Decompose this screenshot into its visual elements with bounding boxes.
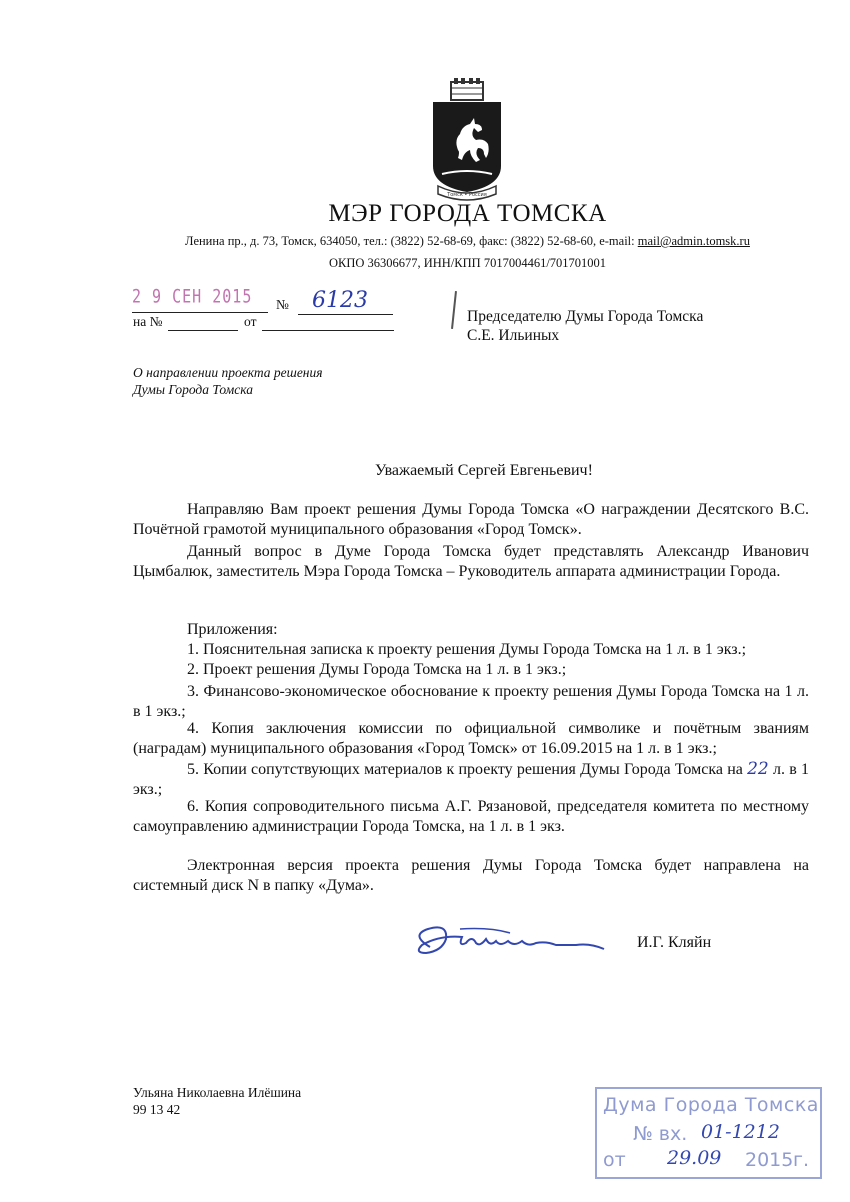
attachment-3 [133, 682, 809, 722]
city-emblem [428, 78, 506, 204]
addressee-name: С.Е. Ильиных [467, 327, 560, 344]
attachment-5-end: л. в 1 экз.; [133, 761, 810, 798]
addressee [467, 307, 703, 345]
incoming-registration-stamp [595, 1087, 822, 1179]
stamp-year: 2015 [745, 1149, 794, 1171]
okpo-line: ОКПО 36306677, ИНН/КПП 7017004461/701701001 [328, 256, 607, 270]
executor-phone: 99 13 42 [133, 1102, 181, 1117]
paragraph-2 [133, 542, 809, 582]
email-link[interactable]: mail@admin.tomsk.ru [637, 234, 750, 248]
handwritten-signature [400, 917, 620, 972]
attachment-6 [133, 797, 809, 837]
paragraph-3 [133, 856, 809, 896]
paragraph-3-text: Электронная версия проекта решения Думы Города Томска будет направлена на системный диск N в папку «Дума». [133, 857, 809, 894]
number-underline [298, 314, 393, 315]
stamp-number-value: 01-1212 [701, 1121, 780, 1143]
attachments-title-text: Приложения: [187, 621, 278, 638]
paragraph-1-text: Направляю Вам проект решения Думы Города Томска «О награждении Десятского В.С. Почётной грамотой муниципального образования «Город Томск». [133, 501, 809, 538]
addressee-position: Председателю Думы Города Томска [467, 308, 704, 325]
attachment-3-text: 3. Финансово-экономическое обоснование к проекту решения Думы Города Томска на 1 л. в 1 экз.; [133, 683, 809, 720]
number-sign: № [276, 297, 289, 312]
greeting: Уважаемый Сергей Евгеньевич! [375, 462, 593, 479]
attachment-4 [133, 719, 809, 759]
letterhead-title: МЭР ГОРОДА ТОМСКА [328, 200, 607, 227]
attachment-2-text: 2. Проект решения Думы Города Томска на 1 л. в 1 экз.; [187, 661, 567, 678]
from-label: от [244, 314, 257, 329]
stamp-year-suffix: г. [793, 1149, 810, 1171]
attachment-1-text: 1. Пояснительная записка к проекту решения Думы Города Томска на 1 л. в 1 экз.; [187, 641, 747, 658]
executor-name: Ульяна Николаевна Илёшина [133, 1085, 302, 1100]
signatory-name: И.Г. Кляйн [637, 934, 712, 951]
attachment-5-pages: 22 [747, 759, 769, 779]
reply-to-label: на № [133, 314, 163, 329]
subject-line-2: Думы Города Томска [133, 382, 253, 397]
stamp-date-label: от [603, 1149, 626, 1171]
attachments-title [133, 620, 809, 640]
reply-to-underline [168, 330, 238, 331]
date-underline [132, 312, 268, 313]
stamp-org: Дума Города Томска [603, 1094, 819, 1116]
attachment-4-text: 4. Копия заключения комиссии по официальной символике и почётным званиям (наградам) муниципального образования «Город Томск» от 16.09.2015 на 1 л. в 1 экз.; [133, 720, 809, 757]
stamp-number-label: № вх. [633, 1123, 688, 1145]
attachment-5 [133, 759, 809, 800]
attachment-6-text: 6. Копия сопроводительного письма А.Г. Рязановой, председателя комитета по местному самоуправлению администрации Города Томска, на 1 л. в 1 экз. [133, 798, 809, 835]
address-text: Ленина пр., д. 73, Томск, 634050, тел.: (3822) 52-68-69, факс: (3822) 52-68-60, e-mail: [185, 234, 635, 248]
registration-date-stamp: 2 9 СЕН 2015 [132, 284, 253, 308]
attachment-1 [133, 640, 809, 660]
paragraph-1 [133, 500, 809, 540]
outgoing-number: 6123 [312, 288, 368, 313]
svg-text:Томск • Россия: Томск • Россия [447, 192, 487, 198]
letterhead-address [0, 234, 850, 249]
letter-subject [133, 364, 323, 398]
attachment-5-text: 5. Копии сопутствующих материалов к проекту решения Думы Города Томска на [187, 761, 743, 778]
stamp-date-value: 29.09 [667, 1147, 722, 1169]
executor [133, 1084, 301, 1118]
attachment-2 [133, 660, 809, 680]
paragraph-2-text: Данный вопрос в Думе Города Томска будет представлять Александр Иванович Цымбалюк, заместитель Мэра Города Томска – Руководитель аппарата администрации Города. [133, 543, 809, 580]
from-underline [262, 330, 394, 331]
checkmark-stroke [451, 291, 457, 329]
subject-line-1: О направлении проекта решения [133, 365, 323, 380]
